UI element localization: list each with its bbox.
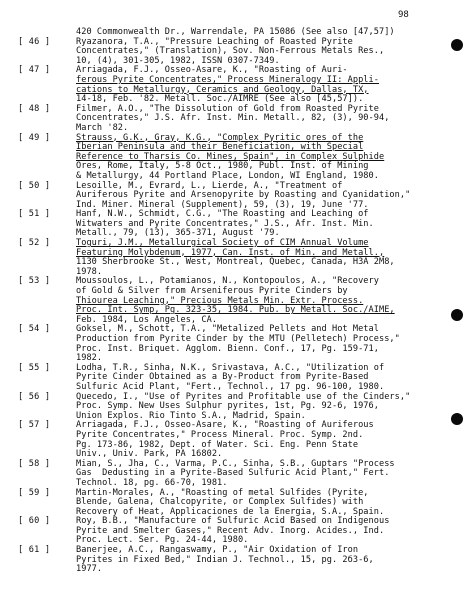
reference-line: Toguri, J.M., Metallurgical Society of CIM Annual Volume <box>76 238 369 249</box>
reference-line: 10, (4), 301-305, 1982, ISSN 0307-7349. <box>76 55 280 66</box>
reference-line: Pyrites in Fixed Bed," Indian J. Technol., 15, pg. 2б3-6, <box>76 554 374 565</box>
reference-text <box>76 364 454 393</box>
reference-text <box>76 393 454 422</box>
reference-entry <box>0 460 463 489</box>
reference-entry <box>0 325 463 363</box>
reference-entry <box>0 105 463 134</box>
reference-text <box>76 105 454 134</box>
reference-line: Sulfuric Acid Plant, "Fert., Technol., 17 pg. 96-100, 1980. <box>76 381 385 392</box>
reference-line: 1982. <box>76 353 103 364</box>
reference-line: Univ., Univ. Park, PA 16802. <box>76 449 223 460</box>
reference-text <box>76 421 454 459</box>
reference-line: Witwaters and Pyrite Concentrates," J.S., Afr. Inst. Min. <box>76 218 374 229</box>
reference-number: [ 55 ] <box>18 362 51 373</box>
reference-line: Metall., 79, (13), 365-371, August '79. <box>76 228 280 239</box>
reference-line: Featuring Molybdenum, 1977, Can. Inst. of Min. and Metall., <box>76 247 385 258</box>
reference-number: [ 52 ] <box>18 238 51 249</box>
reference-line: Technol. 18, pg. 66-70, 1981. <box>76 477 228 488</box>
reference-line: Pyrite and Smelter Gases," Recent Adv. Inorg. Acides., Ind. <box>76 525 385 536</box>
reference-entry <box>0 66 463 104</box>
reference-line: Moussoulos, L., Potamianos, N., Kontopoulos, A., "Recovery <box>76 276 379 287</box>
reference-line: Ind. Miner. Mineral (Supplement), 59, (3), 19, June '77. <box>76 199 369 210</box>
reference-line: 420 Commonwealth Dr., Warrendale, PA 15086 (See also [47,57]) <box>76 27 395 37</box>
reference-line: Blende, Galena, Chalcopyrite, or Complex Sulfides) with <box>76 497 364 508</box>
reference-entry <box>0 277 463 325</box>
reference-line: Pyrite Cinder Obtained as a By-Product from Pyrite-Based <box>76 372 369 383</box>
reference-number: [ 51 ] <box>18 209 51 220</box>
reference-line: Pyrite Concentrates," Process Mineral. Proc. Symp. 2nd. <box>76 429 364 440</box>
reference-entry <box>0 38 463 67</box>
reference-line: 1130 Sherbrooke St., West, Montreal, Quebec, Canada, H3A 2M8, <box>76 257 395 268</box>
reference-entry <box>0 364 463 393</box>
reference-number: [ 57 ] <box>18 420 51 431</box>
reference-line: ferous Pyrite Concentrates," Process Mineralogy II: Appli- <box>76 74 379 85</box>
reference-line: Roy, B.B., "Manufacture of Sulfuric Acid Based on Indigenous <box>76 516 390 527</box>
reference-number: [ 59 ] <box>18 487 51 498</box>
reference-line: March '82. <box>76 122 129 133</box>
page-number: 98 <box>398 10 409 20</box>
reference-entry <box>0 517 463 546</box>
reference-line: Auriferous Pyrite and Arsenopyrite by Roasting and Cyanidation," <box>76 190 411 201</box>
reference-line: Goksel, M., Schott, T.A., "Metalized Pellets and Hot Metal <box>76 324 379 335</box>
reference-number: [ 49 ] <box>18 132 51 143</box>
binder-hole-top <box>451 39 463 51</box>
reference-text <box>76 489 454 518</box>
reference-text <box>76 546 454 575</box>
reference-line: Reference to Tharsis Co. Mines, Spain", in Complex Sulphide <box>76 151 385 162</box>
reference-text <box>76 38 454 67</box>
reference-line: Thiourea Leaching," Precious Metals Min. Extr. Process. <box>76 295 364 306</box>
reference-entry <box>0 393 463 422</box>
reference-line: Lesoille, M., Evrard, L., Lierde, A., "Treatment of <box>76 180 343 191</box>
reference-number: [ 48 ] <box>18 103 51 114</box>
reference-entry <box>0 182 463 211</box>
reference-line: Quecedo, I., "Use of Pyrites and Profitable use of the Cinders," <box>76 391 411 402</box>
reference-line: Martin-Morales, A., "Roasting of metal Sulfides (Pyrite, <box>76 487 369 498</box>
reference-line: & Metallurgy, 44 Portland Place, London, WI England, 1980. <box>76 170 379 181</box>
reference-line: Arriagada, F.J., Osseo-Asare, K., "Roasting of Auriferous <box>76 420 374 431</box>
reference-entry <box>0 546 463 575</box>
reference-line: Feb. 1984, Los Angeles, CA. <box>76 314 218 325</box>
reference-text <box>76 66 454 104</box>
reference-line: Proc. Int. Symp, Pg. 323-35, 1984. Pub. by Metall. Soc./AIME, <box>76 305 395 316</box>
reference-text <box>76 210 454 239</box>
reference-line: Proc. Lect. Ser. Pg. 24-44, 1980. <box>76 535 249 546</box>
reference-entry <box>0 489 463 518</box>
reference-number: [ 60 ] <box>18 516 51 527</box>
reference-line: Union Explos. Rio Tinto S.A., Madrid, Spain. <box>76 410 306 421</box>
reference-number: [ 46 ] <box>18 36 51 47</box>
reference-list <box>0 28 463 575</box>
reference-line: Banerjee, A.C., Rangaswamy, P., "Air Oxidation of Iron <box>76 545 359 556</box>
reference-entry <box>0 239 463 277</box>
reference-line: of Gold & Silver from Arseniferous Pyrite Cinders by <box>76 286 348 297</box>
binder-hole-middle <box>451 309 463 321</box>
reference-line: Pg. 173-86, 1982, Dept. of Water. Sci. Eng. Penn State <box>76 439 359 450</box>
reference-number: [ 61 ] <box>18 545 51 556</box>
reference-line: Production from Pyrite Cinder by the MTU (Pelletech) Process," <box>76 334 400 344</box>
reference-line: Strauss, G.K., Gray, K.G., "Complex Pyritic ores of the <box>76 132 364 143</box>
reference-text <box>76 277 454 325</box>
reference-text <box>76 182 454 211</box>
reference-entry <box>0 421 463 459</box>
reference-line: Lodha, T.R., Sinha, N.K., Srivastava, A.C., "Utilization of <box>76 362 385 373</box>
reference-line: cations to Metallurgy, Ceramics and Geology, Dallas, TX, <box>76 84 369 95</box>
reference-line: Arriagada, F.J., Osseo-Asare, K., "Roasting of Auri- <box>76 65 348 76</box>
reference-number: [ 53 ] <box>18 276 51 287</box>
reference-text <box>76 134 454 182</box>
reference-line: Concentrates," J.S. Afr. Inst. Min. Metall., 82, (3), 90-94, <box>76 113 390 124</box>
binder-hole-lower <box>451 413 463 425</box>
reference-line: Filmer, A.O., "The Dissolution of Gold from Roasted Pyrite <box>76 103 379 114</box>
reference-entry <box>0 210 463 239</box>
reference-line: Recovery of Heat, Applicaciones de la Energia, S.A., Spain. <box>76 506 385 517</box>
reference-line: Gas Dedusting in a Pyrite-Based Sulfuric Acid Plant," Fert. <box>76 468 390 479</box>
reference-line: Mian, S., Jha, C., Varma, P.C., Sinha, S.B., Guptars "Process <box>76 458 395 469</box>
reference-entry <box>0 134 463 182</box>
reference-line: Ryazanora, T.A., "Pressure Leaching of Roasted Pyrite <box>76 36 353 47</box>
reference-line: Proc. Symp. New Uses Sulphur pyrites, 1st, Pg. 92-6, 1976, <box>76 401 379 412</box>
reference-line: Iberian Peninsula and their Beneficiation, with Special <box>76 142 364 153</box>
reference-line: Proc. Inst. Briquet. Agglom. Bienn. Conf., 17, Pg. 159-71, <box>76 343 379 354</box>
reference-number: [ 58 ] <box>18 458 51 469</box>
reference-text <box>76 517 454 546</box>
reference-text <box>76 325 454 363</box>
reference-number: [ 54 ] <box>18 324 51 335</box>
reference-line: 1978. <box>76 266 103 277</box>
reference-text <box>76 460 454 489</box>
reference-number: [ 50 ] <box>18 180 51 191</box>
reference-text <box>76 239 454 277</box>
reference-line: 14-18, Feb. '82. Metall. Soc./AIMRE (See also [45,57]). <box>76 94 364 105</box>
reference-number: [ 56 ] <box>18 391 51 402</box>
reference-line: Concentrates," (Translation), Sov. Non-Ferrous Metals Res., <box>76 46 385 57</box>
reference-line: Hanf, N.W., Schmidt, C.G., "The Roasting and Leaching of <box>76 209 369 220</box>
reference-line: Ores, Rome, Italy, 5-8 Oct., 1980, Publ. Inst. of Mining <box>76 161 369 172</box>
reference-line: 1977. <box>76 564 103 575</box>
reference-number: [ 47 ] <box>18 65 51 76</box>
